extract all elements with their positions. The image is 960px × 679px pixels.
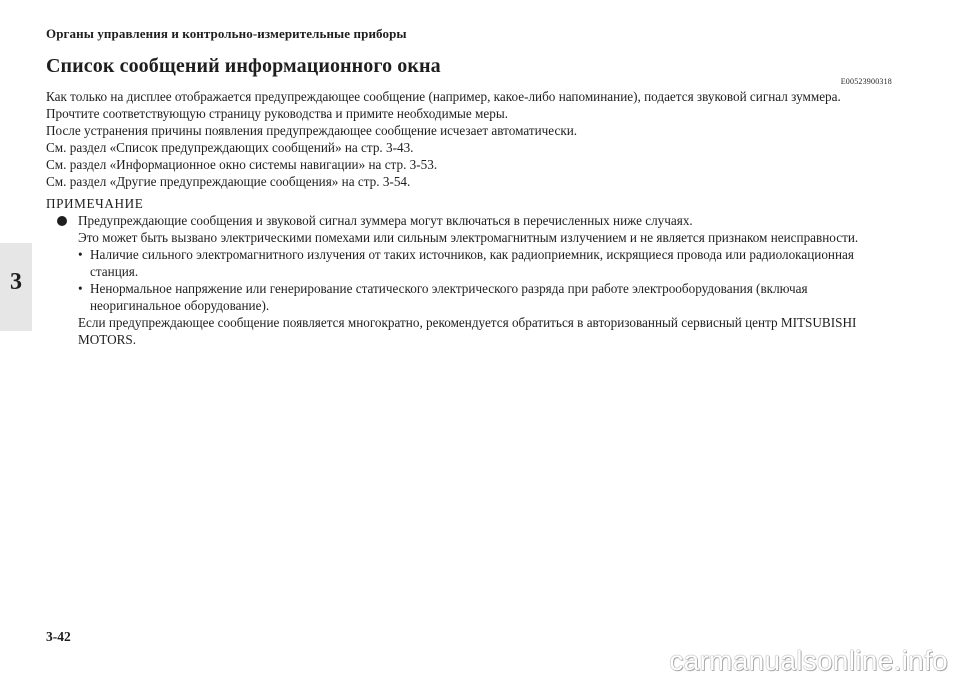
dot-bullet-icon: • <box>78 247 83 262</box>
note-subitem-text: Ненормальное напряжение или генерирование статического электрического разряда при работе электрооборудования (включая неоригинальное оборудование). <box>90 281 808 313</box>
note-closing: Если предупреждающее сообщение появляется многократно, рекомендуется обратиться в авторизованный сервисный центр MITSUBISHI MOTORS. <box>78 315 857 347</box>
chapter-tab <box>0 243 32 331</box>
note-item <box>46 212 896 348</box>
body-text <box>46 88 896 190</box>
note-subitem <box>78 246 896 280</box>
note-subitem <box>78 280 896 314</box>
body-line: См. раздел «Информационное окно системы навигации» на стр. 3-53. <box>46 157 438 172</box>
dot-bullet-icon: • <box>78 281 83 296</box>
bullet-icon <box>57 216 67 226</box>
body-line: Прочтите соответствующую страницу руководства и примите необходимые меры. <box>46 106 509 121</box>
body-line: См. раздел «Другие предупреждающие сообщения» на стр. 3-54. <box>46 174 411 189</box>
document-code: E00523900318 <box>840 77 892 86</box>
body-line: Как только на дисплее отображается предупреждающее сообщение (например, какое-либо напоминание), подается звуковой сигнал зуммера. <box>46 89 841 104</box>
chapter-number: 3 <box>10 269 22 295</box>
note-item-text: Предупреждающие сообщения и звуковой сигнал зуммера могут включаться в перечисленных ниже случаях. <box>78 213 693 228</box>
note-subitem-text: Наличие сильного электромагнитного излучения от таких источников, как радиоприемник, искрящиеся провода или радиолокационная станция. <box>90 247 854 279</box>
running-header: Органы управления и контрольно-измерительные приборы <box>46 26 407 41</box>
body-line: См. раздел «Список предупреждающих сообщений» на стр. 3-43. <box>46 140 414 155</box>
page-number: 3-42 <box>46 629 71 644</box>
watermark: carmanualsonline.info <box>669 645 948 676</box>
body-line: После устранения причины появления предупреждающее сообщение исчезает автоматически. <box>46 123 578 138</box>
section-title: Список сообщений информационного окна <box>46 55 441 77</box>
note-block <box>46 195 896 348</box>
note-heading: ПРИМЕЧАНИЕ <box>46 196 144 211</box>
note-explanation: Это может быть вызвано электрическими помехами или сильным электромагнитным излучением и не является признаком неисправности. <box>78 230 859 245</box>
